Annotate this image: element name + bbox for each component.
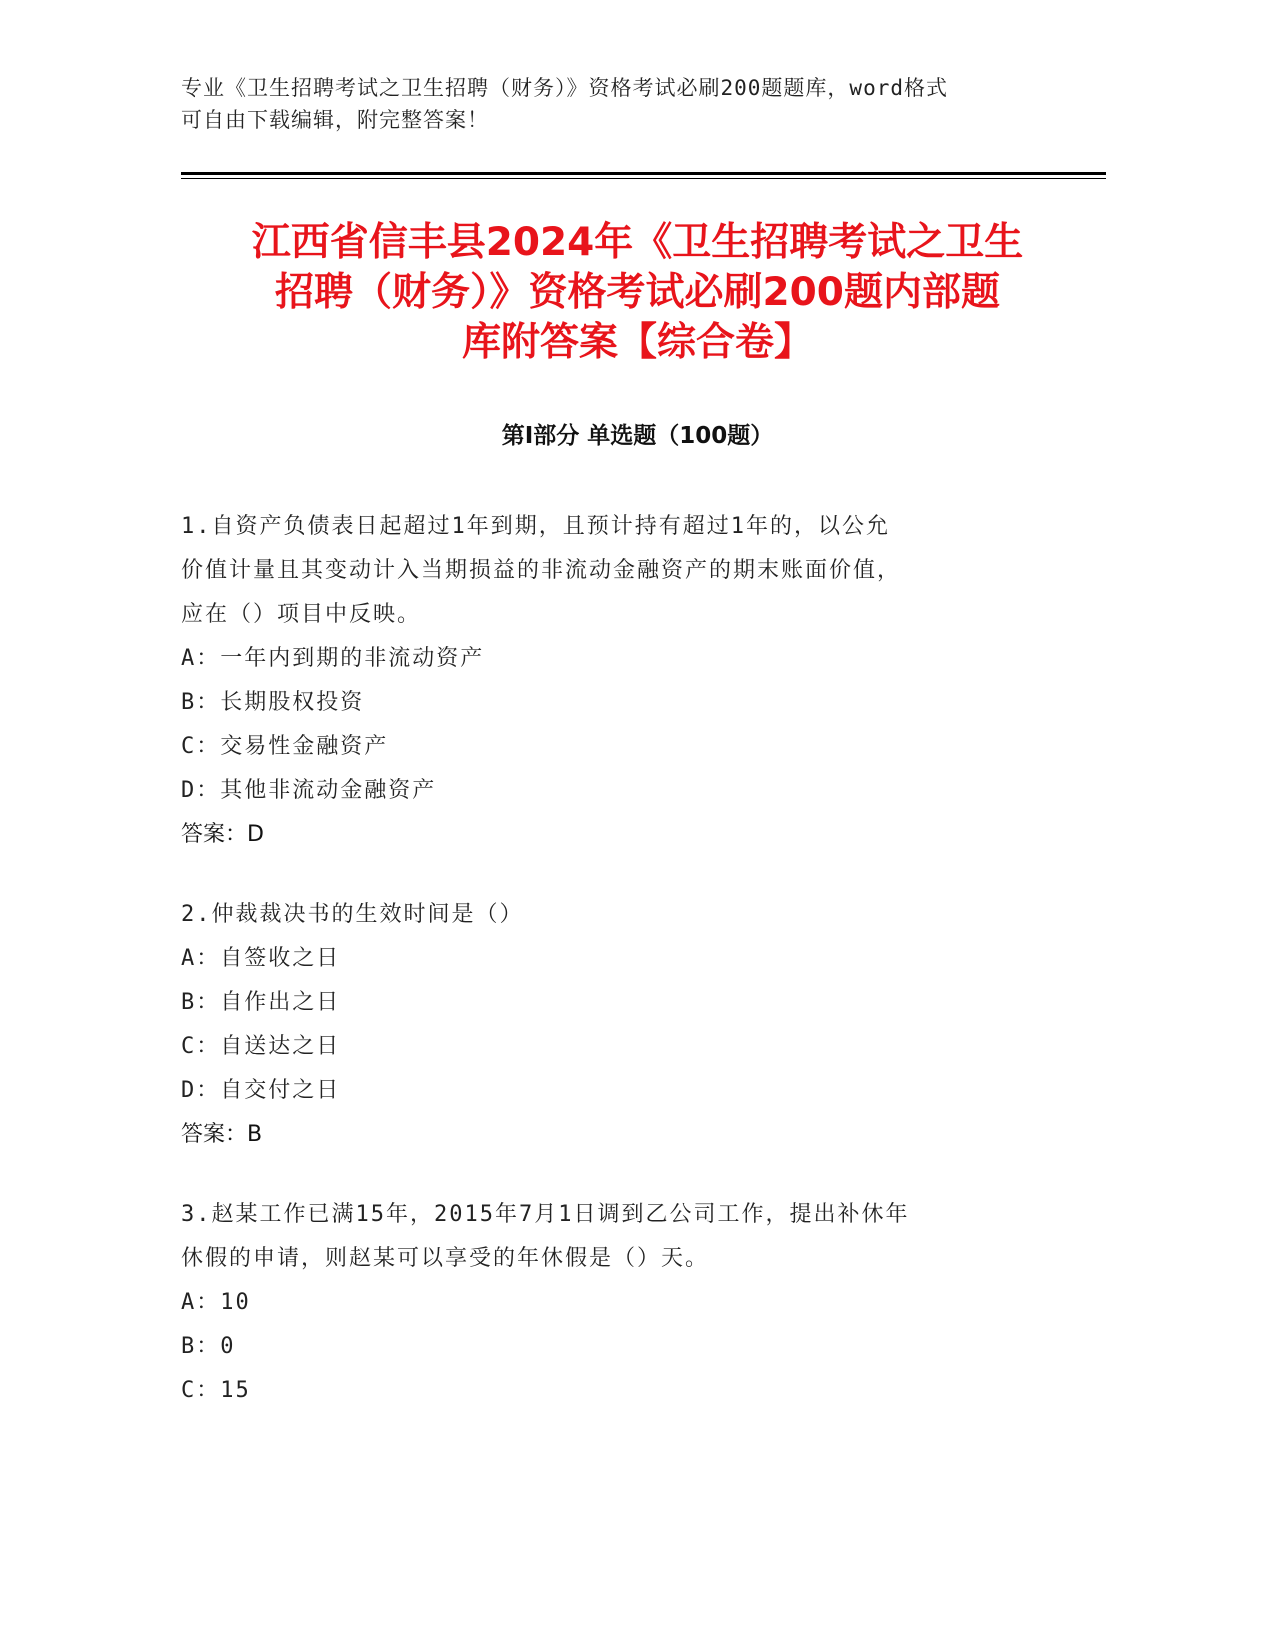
header-note xyxy=(181,72,1061,136)
question-stem-line: 价值计量且其变动计入当期损益的非流动金融资产的期末账面价值， xyxy=(181,558,902,583)
question-3 xyxy=(181,1193,1061,1413)
document-title-line-1: 江西省信丰县2024年《卫生招聘考试之卫生 xyxy=(251,220,1024,265)
question-option-a: A：一年内到期的非流动资产 xyxy=(181,646,485,671)
question-option-b: B：长期股权投资 xyxy=(181,690,365,715)
question-option-a: A：10 xyxy=(181,1290,251,1315)
question-option-b: B：0 xyxy=(181,1334,236,1359)
question-option-c: C：15 xyxy=(181,1378,251,1403)
question-list xyxy=(181,505,1061,1449)
question-option-d: D：其他非流动金融资产 xyxy=(181,778,437,803)
question-option-a: A：自签收之日 xyxy=(181,946,341,971)
header-divider-thick xyxy=(181,172,1106,175)
document-title xyxy=(160,218,1115,368)
question-stem-line: 应在（）项目中反映。 xyxy=(181,602,422,627)
question-stem-line: 2.仲裁裁决书的生效时间是（） xyxy=(181,902,524,927)
question-option-b: B：自作出之日 xyxy=(181,990,341,1015)
question-answer: 答案：B xyxy=(181,1122,263,1147)
question-option-c: C：交易性金融资产 xyxy=(181,734,389,759)
header-note-line-1: 专业《卫生招聘考试之卫生招聘（财务）》资格考试必刷200题题库，word格式 xyxy=(181,76,948,100)
section-title: 第Ⅰ部分 单选题（100题） xyxy=(501,423,774,449)
header-divider-thin xyxy=(181,178,1106,179)
question-2 xyxy=(181,893,1061,1157)
question-answer: 答案：D xyxy=(181,822,264,847)
question-stem-line: 休假的申请，则赵某可以享受的年休假是（）天。 xyxy=(181,1246,710,1271)
question-option-c: C：自送达之日 xyxy=(181,1034,341,1059)
document-title-line-3: 库附答案【综合卷】 xyxy=(461,320,813,365)
question-stem-line: 1.自资产负债表日起超过1年到期，且预计持有超过1年的，以公允 xyxy=(181,514,890,539)
question-option-d: D：自交付之日 xyxy=(181,1078,341,1103)
question-1 xyxy=(181,505,1061,857)
question-stem-line: 3.赵某工作已满15年，2015年7月1日调到乙公司工作，提出补休年 xyxy=(181,1202,910,1227)
document-title-line-2: 招聘（财务）》资格考试必刷200题内部题 xyxy=(275,270,1000,315)
header-note-line-2: 可自由下载编辑，附完整答案！ xyxy=(181,108,489,132)
